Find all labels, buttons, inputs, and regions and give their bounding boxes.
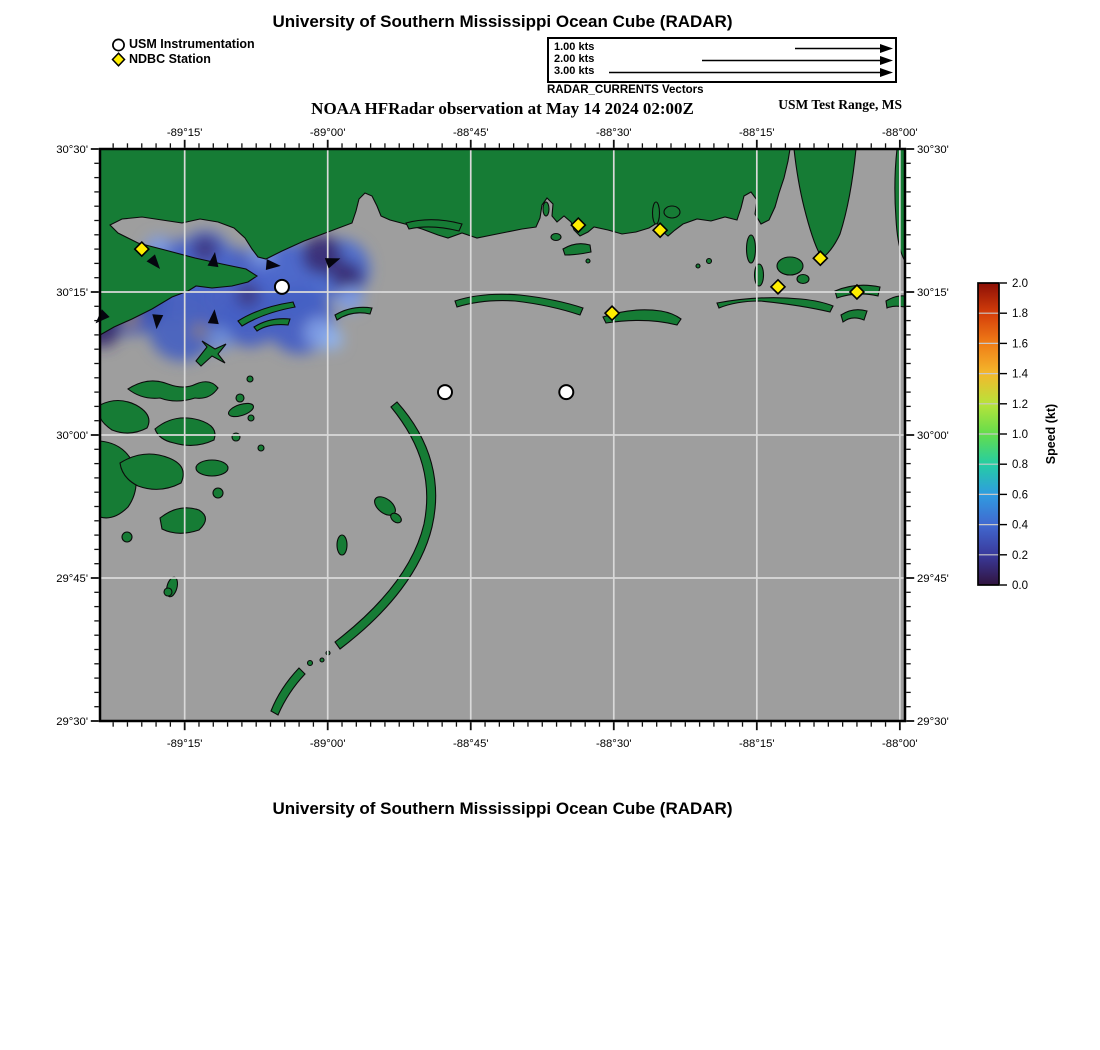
vector-scale-box (547, 37, 897, 83)
colorbar-tick-labels (1012, 278, 1029, 592)
footer-title: University of Southern Mississippi Ocean Cube (RADAR) (272, 799, 733, 818)
lat-tick-label-right: 30°30' (917, 144, 949, 156)
lon-tick-label-bottom: -89°15' (166, 738, 203, 750)
lat-tick-label-left: 30°15' (56, 287, 88, 299)
lon-tick-label-top: -88°15' (739, 127, 775, 139)
lat-tick-label-left: 30°30' (56, 144, 88, 156)
lon-tick-label-bottom: -88°30' (595, 738, 632, 750)
vector-scale-arrows-icon (549, 39, 895, 81)
lon-tick-label-bottom: -89°00' (309, 738, 346, 750)
range-label: USM Test Range, MS (778, 97, 902, 112)
vector-scale-caption: RADAR_CURRENTS Vectors (547, 84, 704, 96)
observation-subtitle: NOAA HFRadar observation at May 14 2024 02:00Z (311, 99, 694, 118)
lon-tick-label-top: -89°00' (309, 127, 346, 139)
legend-item-ndbc (111, 52, 255, 67)
colorbar-tick-label: 0.4 (1012, 519, 1028, 532)
vector-scale-label-1: 1.00 kts (554, 41, 595, 53)
colorbar-tick-label: 1.0 (1012, 429, 1028, 441)
usm-station-marker (275, 280, 289, 294)
map-legend (111, 37, 255, 67)
usm-station-marker (559, 385, 573, 399)
lon-tick-label-top: -89°15' (166, 127, 203, 139)
circle-icon (111, 37, 126, 52)
lat-tick-label-left: 29°30' (56, 716, 88, 728)
colorbar-tick-label: 1.4 (1012, 368, 1028, 381)
colorbar-tick-label: 0.2 (1012, 549, 1028, 562)
lon-tick-label-top: -88°00' (882, 127, 918, 139)
legend-item-usm (111, 37, 255, 52)
vector-scale-label-3: 3.00 kts (554, 65, 595, 77)
colorbar-tick-label: 0.8 (1012, 459, 1028, 472)
colorbar-tick-label: 2.0 (1012, 278, 1028, 290)
lat-tick-label-left: 29°45' (56, 573, 88, 585)
colorbar-tick-label: 0.6 (1012, 489, 1028, 502)
lon-tick-label-bottom: -88°00' (882, 738, 918, 750)
colorbar-tick-label: 1.2 (1012, 398, 1028, 411)
lat-tick-label-right: 29°30' (917, 716, 949, 728)
legend-label-ndbc: NDBC Station (129, 52, 211, 66)
lon-tick-label-top: -88°30' (595, 127, 632, 139)
lat-tick-label-right: 30°15' (917, 287, 949, 299)
legend-label-usm: USM Instrumentation (129, 37, 255, 51)
diamond-icon (111, 52, 126, 67)
map-canvas (40, 119, 960, 764)
colorbar-tick-label: 0.0 (1012, 580, 1028, 592)
lon-tick-label-bottom: -88°45' (452, 738, 489, 750)
lat-tick-label-right: 30°00' (917, 430, 949, 442)
colorbar-title: Speed (kt) (1044, 403, 1058, 465)
colorbar-tick-label: 1.8 (1012, 308, 1028, 321)
colorbar (955, 260, 1100, 610)
lon-tick-label-bottom: -88°15' (739, 738, 775, 750)
page-title: University of Southern Mississippi Ocean Cube (RADAR) (272, 12, 733, 31)
colorbar-tick-label: 1.6 (1012, 338, 1028, 351)
vector-scale-label-2: 2.00 kts (554, 53, 595, 65)
usm-station-marker (438, 385, 452, 399)
lat-tick-label-right: 29°45' (917, 573, 949, 585)
lon-tick-label-top: -88°45' (452, 127, 489, 139)
lat-tick-label-left: 30°00' (56, 430, 88, 442)
